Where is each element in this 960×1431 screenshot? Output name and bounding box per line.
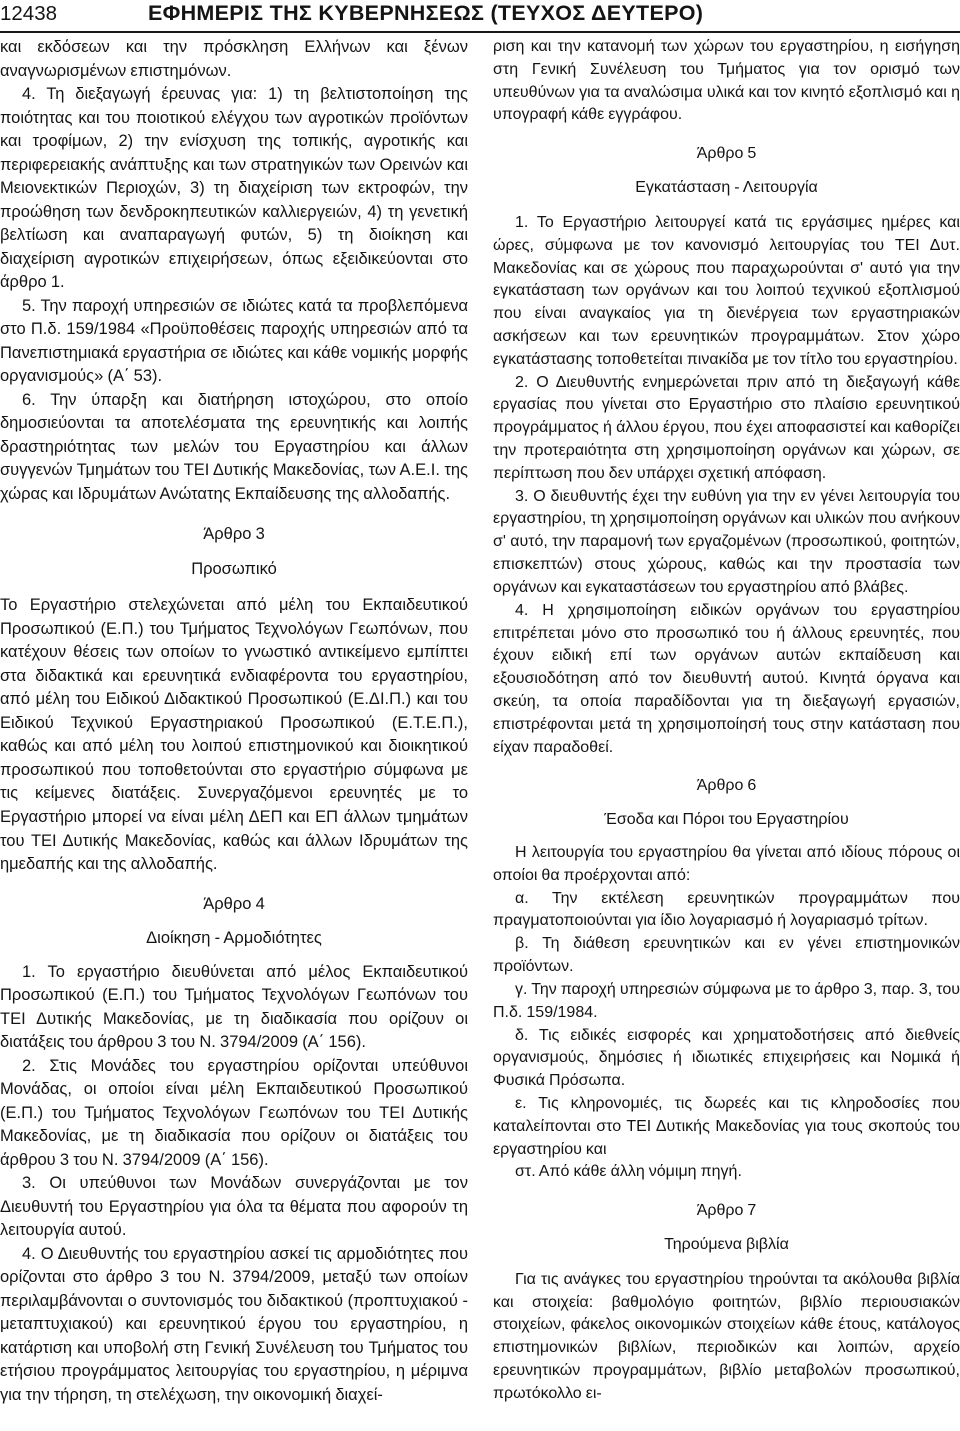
- paragraph: Η λειτουργία του εργαστηρίου θα γίνεται από ιδίους πόρους οι οποίοι θα προέρχονται από:: [493, 844, 960, 884]
- paragraph: 5. Την παροχή υπηρεσιών σε ιδιώτες κατά τα προβλεπόμενα στο Π.δ. 159/1984 «Προϋποθέσεις παροχής υπηρεσιών από τα Πανεπιστημιακά εργαστήρια σε ιδιώτες και κάθε νομικής μορφής οργανισμούς» (Α΄ 53).: [0, 296, 468, 386]
- article-number: Άρθρο 4: [203, 894, 265, 913]
- paragraph: α. Την εκτέλεση ερευνητικών προγραμμάτων που πραγματοποιούνται για ίδιο λογαριασμό ή λογαριασμό τρίτων.: [493, 889, 960, 930]
- paragraph: 1. Το Εργαστήριο λειτουργεί κατά τις εργάσιμες ημέρες και ώρες, σύμφωνα με τον κανονισμό λειτουργίας του ΤΕΙ Δυτ. Μακεδονίας και σε χώρους που παραχωρούνται σ' αυτό για την εγκατάσταση των οργάνων και του λοιπού τεχνικού εξοπλισμού που είναι αναγκαίος για τη διενέργεια των εργαστηριακών ασκήσεων και των ερευνητικών προγραμμάτων. Στον χώρο εγκατάστασης τοποθετείται πινακίδα με τον τίτλο του εργαστηρίου.: [493, 213, 960, 368]
- article-title: Τηρούμενα βιβλία: [664, 1236, 789, 1253]
- article-title: Διοίκηση - Αρμοδιότητες: [146, 929, 322, 948]
- article-title: Έσοδα και Πόροι του Εργαστηρίου: [604, 811, 849, 829]
- paragraph: 2. Ο Διευθυντής ενημερώνεται πριν από τη διεξαγωγή κάθε εργασίας που γίνεται στο Εργαστήριο στο πλαίσιο ερευνητικού προγράμματος ή άλλου έργου, που έχει αποφασιστεί και καθορίζει την προτεραιότητα στη χρησιμοποίηση οργάνων και χώρων, σε περίπτωση που δεν υπάρχει σχετική απόφαση.: [493, 373, 960, 482]
- paragraph: δ. Τις ειδικές εισφορές και χρηματοδοτήσεις από διεθνείς οργανισμούς, δημόσιες ή ιδιωτικές επιχειρήσεις και Νομικά ή Φυσικά Πρόσωπα.: [493, 1026, 960, 1090]
- right-column: [493, 36, 960, 1406]
- paragraph: β. Τη διάθεση ερευνητικών και εν γένει επιστημονικών προϊόντων.: [493, 935, 960, 976]
- paragraph: Το Εργαστήριο στελεχώνεται από μέλη του Εκπαιδευτικού Προσωπικού (Ε.Π.) του Τμήματος Τεχνολόγων Γεωπόνων, που κατέχουν θέσεις των οποίων το γνωστικό αντικείμενο εμπίπτει στα διδακτικά και ερευνητικά ενδιαφέροντα του εργαστηρίου, από μέλη του Ειδικού Διδακτικού Προσωπικού (Ε.ΔΙ.Π.) και του Ειδικού Τεχνικού Εργαστηριακού Προσωπικού (Ε.Τ.Ε.Π.), καθώς και από μέλη του λοιπού επιστημονικού και διοικητικού προσωπικού που τοποθετούνται στο εργαστήριο σύμφωνα με τις κείμενες διατάξεις. Συνεργαζόμενοι ερευνητές με το Εργαστήριο μπορεί να είναι μέλη ΔΕΠ και ΕΠ άλλων τμημάτων του ΤΕΙ Δυτικής Μακεδονίας, καθώς και άλλων Ιδρυμάτων της ημεδαπής και της αλλοδαπής.: [0, 596, 468, 874]
- article-number: Άρθρο 7: [696, 1202, 757, 1220]
- header-divider: [0, 31, 960, 33]
- article-number: Άρθρο 6: [696, 777, 757, 795]
- paragraph: γ. Την παροχή υπηρεσιών σύμφωνα με το άρθρο 3, παρ. 3, του Π.δ. 159/1984.: [493, 980, 960, 1021]
- paragraph: 4. Ο Διευθυντής του εργαστηρίου ασκεί τις αρμοδιότητες που ορίζονται στο άρθρο 3 του Ν. 3794/2009, μεταξύ των οποίων περιλαμβάνονται ο συντονισμός του διδακτικού (προπτυχιακού - μεταπτυχιακού) και ερευνητικού έργου του εργαστηρίου, η κατάρτιση και υποβολή στη Γενική Συνέλευση του Τμήματος του ετήσιου προγράμματος λειτουργίας του εργαστηρίου, η μέριμνα για την τήρηση, τη στελέχωση, την οικονομική διαχεί-: [0, 1244, 468, 1404]
- paragraph: ε. Τις κληρονομιές, τις δωρεές και τις κληροδοσίες που καταλείπονται στο ΤΕΙ Δυτικής Μακεδονίας για τους σκοπούς του εργαστηρίου και: [493, 1094, 960, 1158]
- page-header: [0, 0, 960, 30]
- article-number: Άρθρο 5: [696, 145, 757, 163]
- article-number: Άρθρο 3: [203, 525, 265, 544]
- paragraph: 3. Ο διευθυντής έχει την ευθύνη για την εν γένει λειτουργία του εργαστηρίου, τη χρησιμοποίηση οργάνων και υλικών που ανήκουν σ' αυτό, την παραμονή των εργαζομένων (προσωπικού, φοιτητών, επισκεπτών) στους χώρους, καθώς και την προστασία των οργάνων και εγκαταστάσεων του εργαστηρίου από βλάβες.: [493, 487, 960, 596]
- paragraph: 6. Την ύπαρξη και διατήρηση ιστοχώρου, στο οποίο δημοσιεύονται τα αποτελέσματα της ερευνητικής και λοιπής δραστηριότητας των μελών του Εργαστηρίου και άλλων συγγενών Τμημάτων του ΤΕΙ Δυτικής Μακεδονίας, των Α.Ε.Ι. της χώρας και Ιδρυμάτων Ανώτατης Εκπαίδευσης της αλλοδαπής.: [0, 390, 468, 503]
- paragraph: 4. Η χρησιμοποίηση ειδικών οργάνων του εργαστηρίου επιτρέπεται μόνο στο προσωπικό του ή άλλους ερευνητές, που έχουν ειδική επί των οργάνων αυτών εκπαίδευση και εξουσιοδότηση από τον διευθυντή αυτού. Κινητά όργανα και σκεύη, τα οποία παραδίδονται για τη διεξαγωγή εργασιών, επιστρέφονται μετά τη χρησιμοποίησή τους στην κατάσταση που είχαν παραδοθεί.: [493, 601, 960, 756]
- gazette-title: ΕΦΗΜΕΡΙΣ ΤΗΣ ΚΥΒΕΡΝΗΣΕΩΣ (ΤΕΥΧΟΣ ΔΕΥΤΕΡΟ): [148, 1, 704, 25]
- article-title: Εγκατάσταση - Λειτουργία: [635, 179, 818, 197]
- article-title: Προσωπικό: [191, 559, 277, 578]
- paragraph: στ. Από κάθε άλλη νόμιμη πηγή.: [515, 1163, 742, 1181]
- paragraph: 2. Στις Μονάδες του εργαστηρίου ορίζονται υπεύθυνοι Μονάδας, οι οποίοι είναι μέλη Εκπαιδευτικού Προσωπικού (Ε.Π.) του Τμήματος Τεχνολόγων Γεωπόνων του ΤΕΙ Δυτικής Μακεδονίας, με τη διαδικασία που ορίζουν οι διατάξεις του άρθρου 3 του Ν. 3794/2009 (Α΄ 156).: [0, 1056, 468, 1169]
- page-number: 12438: [0, 2, 58, 25]
- paragraph: 1. Το εργαστήριο διευθύνεται από μέλος Εκπαιδευτικού Προσωπικού (Ε.Π.) του Τμήματος Τεχνολόγων Γεωπόνων του ΤΕΙ Δυτικής Μακεδονίας, με τη διαδικασία που ορίζουν οι διατάξεις του άρθρου 3 του Ν. 3794/2009 (Α΄ 156).: [0, 962, 468, 1052]
- paragraph: ριση και την κατανομή των χώρων του εργαστηρίου, η εισήγηση στη Γενική Συνέλευση του Τμήματος για τον ορισμό των υπευθύνων για τα αναλώσιμα υλικά και τον κινητό εξοπλισμό και η υπογραφή κάθε εγγράφου.: [493, 38, 960, 124]
- paragraph: 4. Τη διεξαγωγή έρευνας για: 1) τη βελτιστοποίηση της ποιότητας και του ποιοτικού ελέγχου των αγροτικών προϊόντων και τροφίμων, 2) την ενίσχυση της τοπικής, αγροτικής και περιφερειακής ανάπτυξης και των στρατηγικών των Ορεινών και Μειονεκτικών Περιοχών, 3) τη διαχείριση των εκτροφών, την προώθηση των δενδροκηπευτικών καλλιεργειών, 4) τη γενετική βελτίωση και αναπαραγωγή φυτών, 5) τη διοίκηση και διαχείριση αγροτικών επιχειρήσεων, όπως εξειδικεύονται στο άρθρο 1.: [0, 85, 468, 292]
- left-column: [0, 36, 468, 1407]
- paragraph: 3. Οι υπεύθυνοι των Μονάδων συνεργάζονται με τον Διευθυντή του Εργαστηρίου για όλα τα θέματα που αφορούν τη λειτουργία αυτού.: [0, 1174, 468, 1240]
- paragraph: και εκδόσεων και την πρόσκληση Ελλήνων και ξένων αναγνωρισμένων επιστημόνων.: [0, 38, 468, 80]
- paragraph: Για τις ανάγκες του εργαστηρίου τηρούνται τα ακόλουθα βιβλία και στοιχεία: βαθμολόγιο φοιτητών, βιβλίο περιουσιακών στοιχείων, φάκελος οικονομικών στοιχείων κάθε έτους, κατάλογος επιστημονικών βιβλίων, περιοδικών και λοιπών, αρχείο ερευνητικών προγραμμάτων, βιβλίο μεταβολών προσωπικού, πρωτόκολλο ει-: [493, 1270, 960, 1402]
